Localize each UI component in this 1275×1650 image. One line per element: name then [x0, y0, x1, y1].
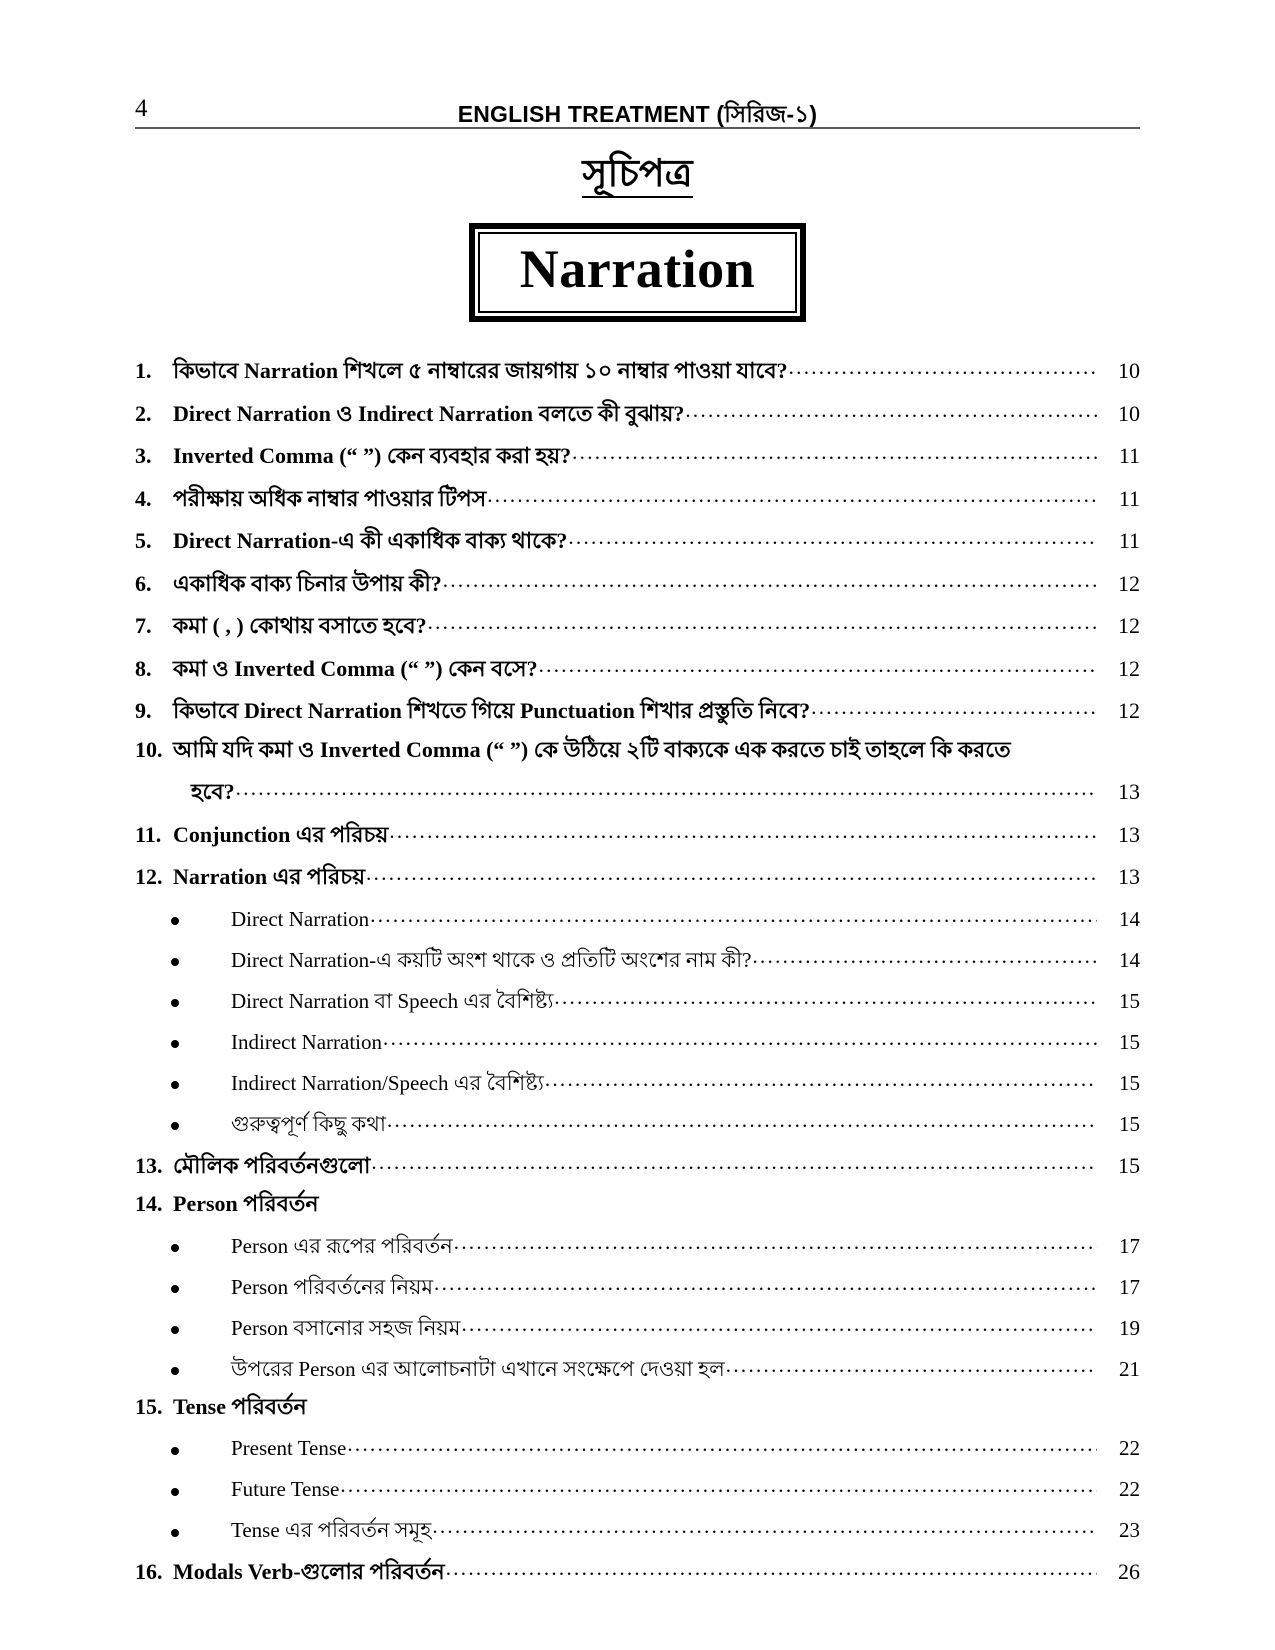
toc-entry-page-number: 19	[1119, 1315, 1140, 1340]
chapter-box-outer-border	[469, 223, 806, 323]
toc-entry-page-number: 11	[1118, 485, 1140, 511]
dot-leader	[347, 1434, 1097, 1455]
toc-entry-number: 2.	[135, 400, 152, 426]
toc-entry-label: Modals Verb-গুলোর পরিবর্তন	[173, 1559, 445, 1585]
toc-entry-page-number: 15	[1119, 1029, 1140, 1054]
dot-leader	[432, 1516, 1097, 1537]
dot-leader	[461, 1314, 1097, 1335]
dot-leader	[454, 1232, 1097, 1253]
toc-entry-label: উপরের Person এর আলোচনাটা এখানে সংক্ষেপে দেওয়া হল	[231, 1356, 725, 1381]
toc-entry[interactable]	[135, 1393, 1140, 1419]
toc-entry-page-number: 13	[1118, 821, 1140, 847]
toc-entry-page-number: 21	[1119, 1356, 1140, 1381]
toc-entry-label: কিভাবে Direct Narration শিখতে গিয়ে Punctuation শিখার প্রস্তুতি নিবে?	[173, 698, 811, 724]
toc-entry-page-number: 13	[1118, 779, 1140, 805]
toc-entry-page-number: 15	[1119, 1070, 1140, 1095]
toc-entry-label: গুরুত্বপূর্ণ কিছু কথা	[231, 1111, 386, 1136]
toc-entry-label: Future Tense	[231, 1477, 340, 1502]
toc-subentry[interactable]	[135, 1475, 1140, 1500]
toc-entry-label: মৌলিক পরিবর্তনগুলো	[173, 1152, 371, 1178]
dot-leader	[434, 1273, 1097, 1294]
toc-entry-label: কমা ( , ) কোথায় বসাতে হবে?	[173, 613, 427, 639]
toc-entry-label: Person পরিবর্তনের নিয়ম	[231, 1274, 434, 1299]
toc-entry-number: 9.	[135, 698, 152, 724]
toc-entry[interactable]	[135, 356, 1140, 382]
toc-entry-label: Conjunction এর পরিচয়	[173, 821, 389, 847]
toc-entry-page-number: 12	[1118, 570, 1140, 596]
dot-leader	[789, 356, 1097, 378]
toc-entry-number: 4.	[135, 485, 152, 511]
toc-entry[interactable]	[135, 654, 1140, 680]
dot-leader	[340, 1475, 1097, 1496]
dot-leader	[236, 777, 1097, 799]
toc-entry-label: Tense পরিবর্তন	[173, 1393, 307, 1419]
toc-entry-label: Direct Narration বা Speech এর বৈশিষ্ট্য	[231, 988, 554, 1013]
bullet-dot-icon	[171, 1040, 179, 1048]
dot-leader	[539, 654, 1097, 676]
bullet-icon	[171, 1074, 231, 1094]
toc-entry-page-number: 11	[1118, 528, 1140, 554]
page-number: 4	[135, 95, 148, 122]
bullet-icon	[171, 1521, 231, 1541]
toc-entry-number: 1.	[135, 358, 152, 384]
dot-leader	[371, 1151, 1097, 1173]
toc-entry[interactable]	[135, 1193, 1140, 1215]
bullet-dot-icon	[171, 1529, 179, 1537]
toc-entry-label: একাধিক বাক্য চিনার উপায় কী?	[173, 570, 442, 596]
toc-entry-label: পরীক্ষায় অধিক নাম্বার পাওয়ার টিপস	[173, 485, 487, 511]
chapter-box-inner-border	[478, 232, 797, 314]
toc-entry-number: 15.	[135, 1393, 163, 1419]
toc-entry-label: Present Tense	[231, 1436, 347, 1461]
toc-subentry[interactable]	[135, 946, 1140, 971]
bullet-icon	[171, 992, 231, 1012]
toc-entry-label: Tense এর পরিবর্তন সমূহ	[231, 1518, 432, 1543]
running-head-title: ENGLISH TREATMENT (সিরিজ-১)	[457, 101, 818, 127]
toc-subentry[interactable]	[135, 1028, 1140, 1053]
toc-entry[interactable]	[135, 484, 1140, 510]
toc-subentry[interactable]	[135, 1273, 1140, 1298]
bullet-dot-icon	[171, 1488, 179, 1496]
toc-subentry[interactable]	[135, 1069, 1140, 1094]
toc-subentry[interactable]	[135, 987, 1140, 1012]
toc-entry-page-number: 12	[1118, 698, 1140, 724]
toc-entry-label: Person এর রূপের পরিবর্তন	[231, 1233, 453, 1258]
dot-leader	[811, 696, 1097, 718]
toc-entry[interactable]	[135, 526, 1140, 552]
toc-entry-label: কিভাবে Narration শিখলে ৫ নাম্বারের জায়গায় ১০ নাম্বার পাওয়া যাবে?	[173, 358, 788, 384]
toc-entry-label: Direct Narration-এ কী একাধিক বাক্য থাকে?	[173, 528, 568, 554]
toc-subentry[interactable]	[135, 1355, 1140, 1380]
toc-entry-page-number: 12	[1118, 613, 1140, 639]
bullet-dot-icon	[171, 1122, 179, 1130]
bullet-icon	[171, 910, 231, 930]
toc-subentry[interactable]	[135, 1434, 1140, 1459]
bullet-dot-icon	[171, 1447, 179, 1455]
toc-entry[interactable]	[135, 441, 1140, 467]
bullet-icon	[171, 1360, 231, 1380]
toc-entry-number: 10.	[135, 736, 163, 762]
toc-subentry[interactable]	[135, 905, 1140, 930]
toc-entry-number: 8.	[135, 655, 152, 681]
bullet-icon	[171, 1237, 231, 1257]
chapter-title-box	[135, 223, 1140, 323]
toc-entry[interactable]	[135, 862, 1140, 888]
toc-entry[interactable]	[135, 1151, 1140, 1177]
toc-subentry[interactable]	[135, 1232, 1140, 1257]
toc-entry-label: Inverted Comma (“ ”) কেন ব্যবহার করা হয়?	[173, 443, 572, 469]
toc-entry-number: 5.	[135, 528, 152, 554]
bullet-icon	[171, 1033, 231, 1053]
toc-entry-page-number: 14	[1119, 906, 1140, 931]
toc-entry-page-number: 14	[1119, 947, 1140, 972]
toc-entry-number: 13.	[135, 1152, 163, 1178]
toc-entry-list	[135, 356, 1140, 1583]
toc-heading	[135, 153, 1140, 197]
bullet-icon	[171, 951, 231, 971]
dot-leader	[366, 862, 1097, 884]
bullet-dot-icon	[171, 1326, 179, 1334]
bullet-dot-icon	[171, 1081, 179, 1089]
toc-entry[interactable]	[135, 696, 1140, 722]
toc-entry-label: Direct Narration-এ কয়টি অংশ থাকে ও প্রতিটি অংশের নাম কী?	[231, 947, 752, 972]
toc-entry[interactable]	[135, 611, 1140, 637]
dot-leader	[370, 905, 1097, 926]
toc-heading-text: সূচিপত্র	[582, 153, 692, 198]
toc-entry-number: 6.	[135, 570, 152, 596]
toc-entry-page-number: 15	[1119, 1111, 1140, 1136]
toc-entry-page-number: 13	[1118, 864, 1140, 890]
toc-entry-number: 12.	[135, 864, 163, 890]
bullet-icon	[171, 1115, 231, 1135]
toc-entry-label: Narration এর পরিচয়	[173, 864, 366, 890]
bullet-dot-icon	[171, 1367, 179, 1375]
bullet-icon	[171, 1439, 231, 1459]
toc-entry[interactable]	[135, 1557, 1140, 1583]
toc-entry-page-number: 11	[1118, 443, 1140, 469]
bullet-icon	[171, 1278, 231, 1298]
dot-leader	[726, 1355, 1097, 1376]
toc-entry[interactable]	[135, 777, 1140, 803]
toc-entry-page-number: 17	[1119, 1233, 1140, 1258]
bullet-dot-icon	[171, 1244, 179, 1252]
toc-entry-number: 7.	[135, 613, 152, 639]
toc-entry-page-number: 26	[1118, 1559, 1140, 1585]
toc-entry[interactable]	[135, 736, 1140, 762]
bullet-dot-icon	[171, 958, 179, 966]
toc-entry-label: Person বসানোর সহজ নিয়ম	[231, 1315, 461, 1340]
dot-leader	[572, 441, 1097, 463]
bullet-dot-icon	[171, 999, 179, 1007]
toc-entry[interactable]	[135, 820, 1140, 846]
dot-leader	[545, 1069, 1097, 1090]
bullet-icon	[171, 1480, 231, 1500]
toc-entry-number: 14.	[135, 1191, 163, 1217]
dot-leader	[487, 484, 1097, 506]
dot-leader	[568, 526, 1097, 548]
dot-leader	[387, 1110, 1097, 1131]
dot-leader	[383, 1028, 1097, 1049]
toc-entry-label: Indirect Narration	[231, 1029, 383, 1054]
toc-entry-label: কমা ও Inverted Comma (“ ”) কেন বসে?	[173, 655, 538, 681]
dot-leader	[428, 611, 1097, 633]
toc-entry-page-number: 23	[1119, 1518, 1140, 1543]
dot-leader	[446, 1557, 1097, 1579]
toc-entry-page-number: 22	[1119, 1436, 1140, 1461]
dot-leader	[685, 399, 1097, 421]
toc-entry-page-number: 22	[1119, 1477, 1140, 1502]
toc-entry-page-number: 15	[1118, 1152, 1140, 1178]
toc-entry-label: Indirect Narration/Speech এর বৈশিষ্ট্য	[231, 1070, 544, 1095]
toc-entry-page-number: 10	[1118, 358, 1140, 384]
dot-leader	[752, 946, 1097, 967]
toc-subentry[interactable]	[135, 1110, 1140, 1135]
page-header	[135, 96, 1140, 129]
toc-entry-number: 3.	[135, 443, 152, 469]
bullet-icon	[171, 1319, 231, 1339]
chapter-name: Narration	[519, 238, 756, 299]
toc-entry-label: Direct Narration ও Indirect Narration বলতে কী বুঝায়?	[173, 400, 685, 426]
toc-entry-label: Person পরিবর্তন	[173, 1191, 319, 1217]
toc-entry-page-number: 17	[1119, 1274, 1140, 1299]
toc-entry-label: হবে?	[191, 779, 235, 805]
bullet-dot-icon	[171, 1285, 179, 1293]
toc-subentry[interactable]	[135, 1314, 1140, 1339]
toc-entry-page-number: 15	[1119, 988, 1140, 1013]
toc-entry-number: 11.	[135, 821, 162, 847]
dot-leader	[554, 987, 1097, 1008]
toc-entry[interactable]	[135, 569, 1140, 595]
toc-entry-page-number: 12	[1118, 655, 1140, 681]
bullet-dot-icon	[171, 917, 179, 925]
toc-entry[interactable]	[135, 399, 1140, 425]
toc-entry-number: 16.	[135, 1559, 163, 1585]
toc-entry-label: Direct Narration	[231, 906, 370, 931]
toc-subentry[interactable]	[135, 1516, 1140, 1541]
dot-leader	[389, 820, 1097, 842]
toc-entry-page-number: 10	[1118, 400, 1140, 426]
toc-entry-label: আমি যদি কমা ও Inverted Comma (“ ”) কে উঠিয়ে ২টি বাক্যকে এক করতে চাই তাহলে কি করতে	[173, 736, 1011, 762]
dot-leader	[443, 569, 1097, 591]
